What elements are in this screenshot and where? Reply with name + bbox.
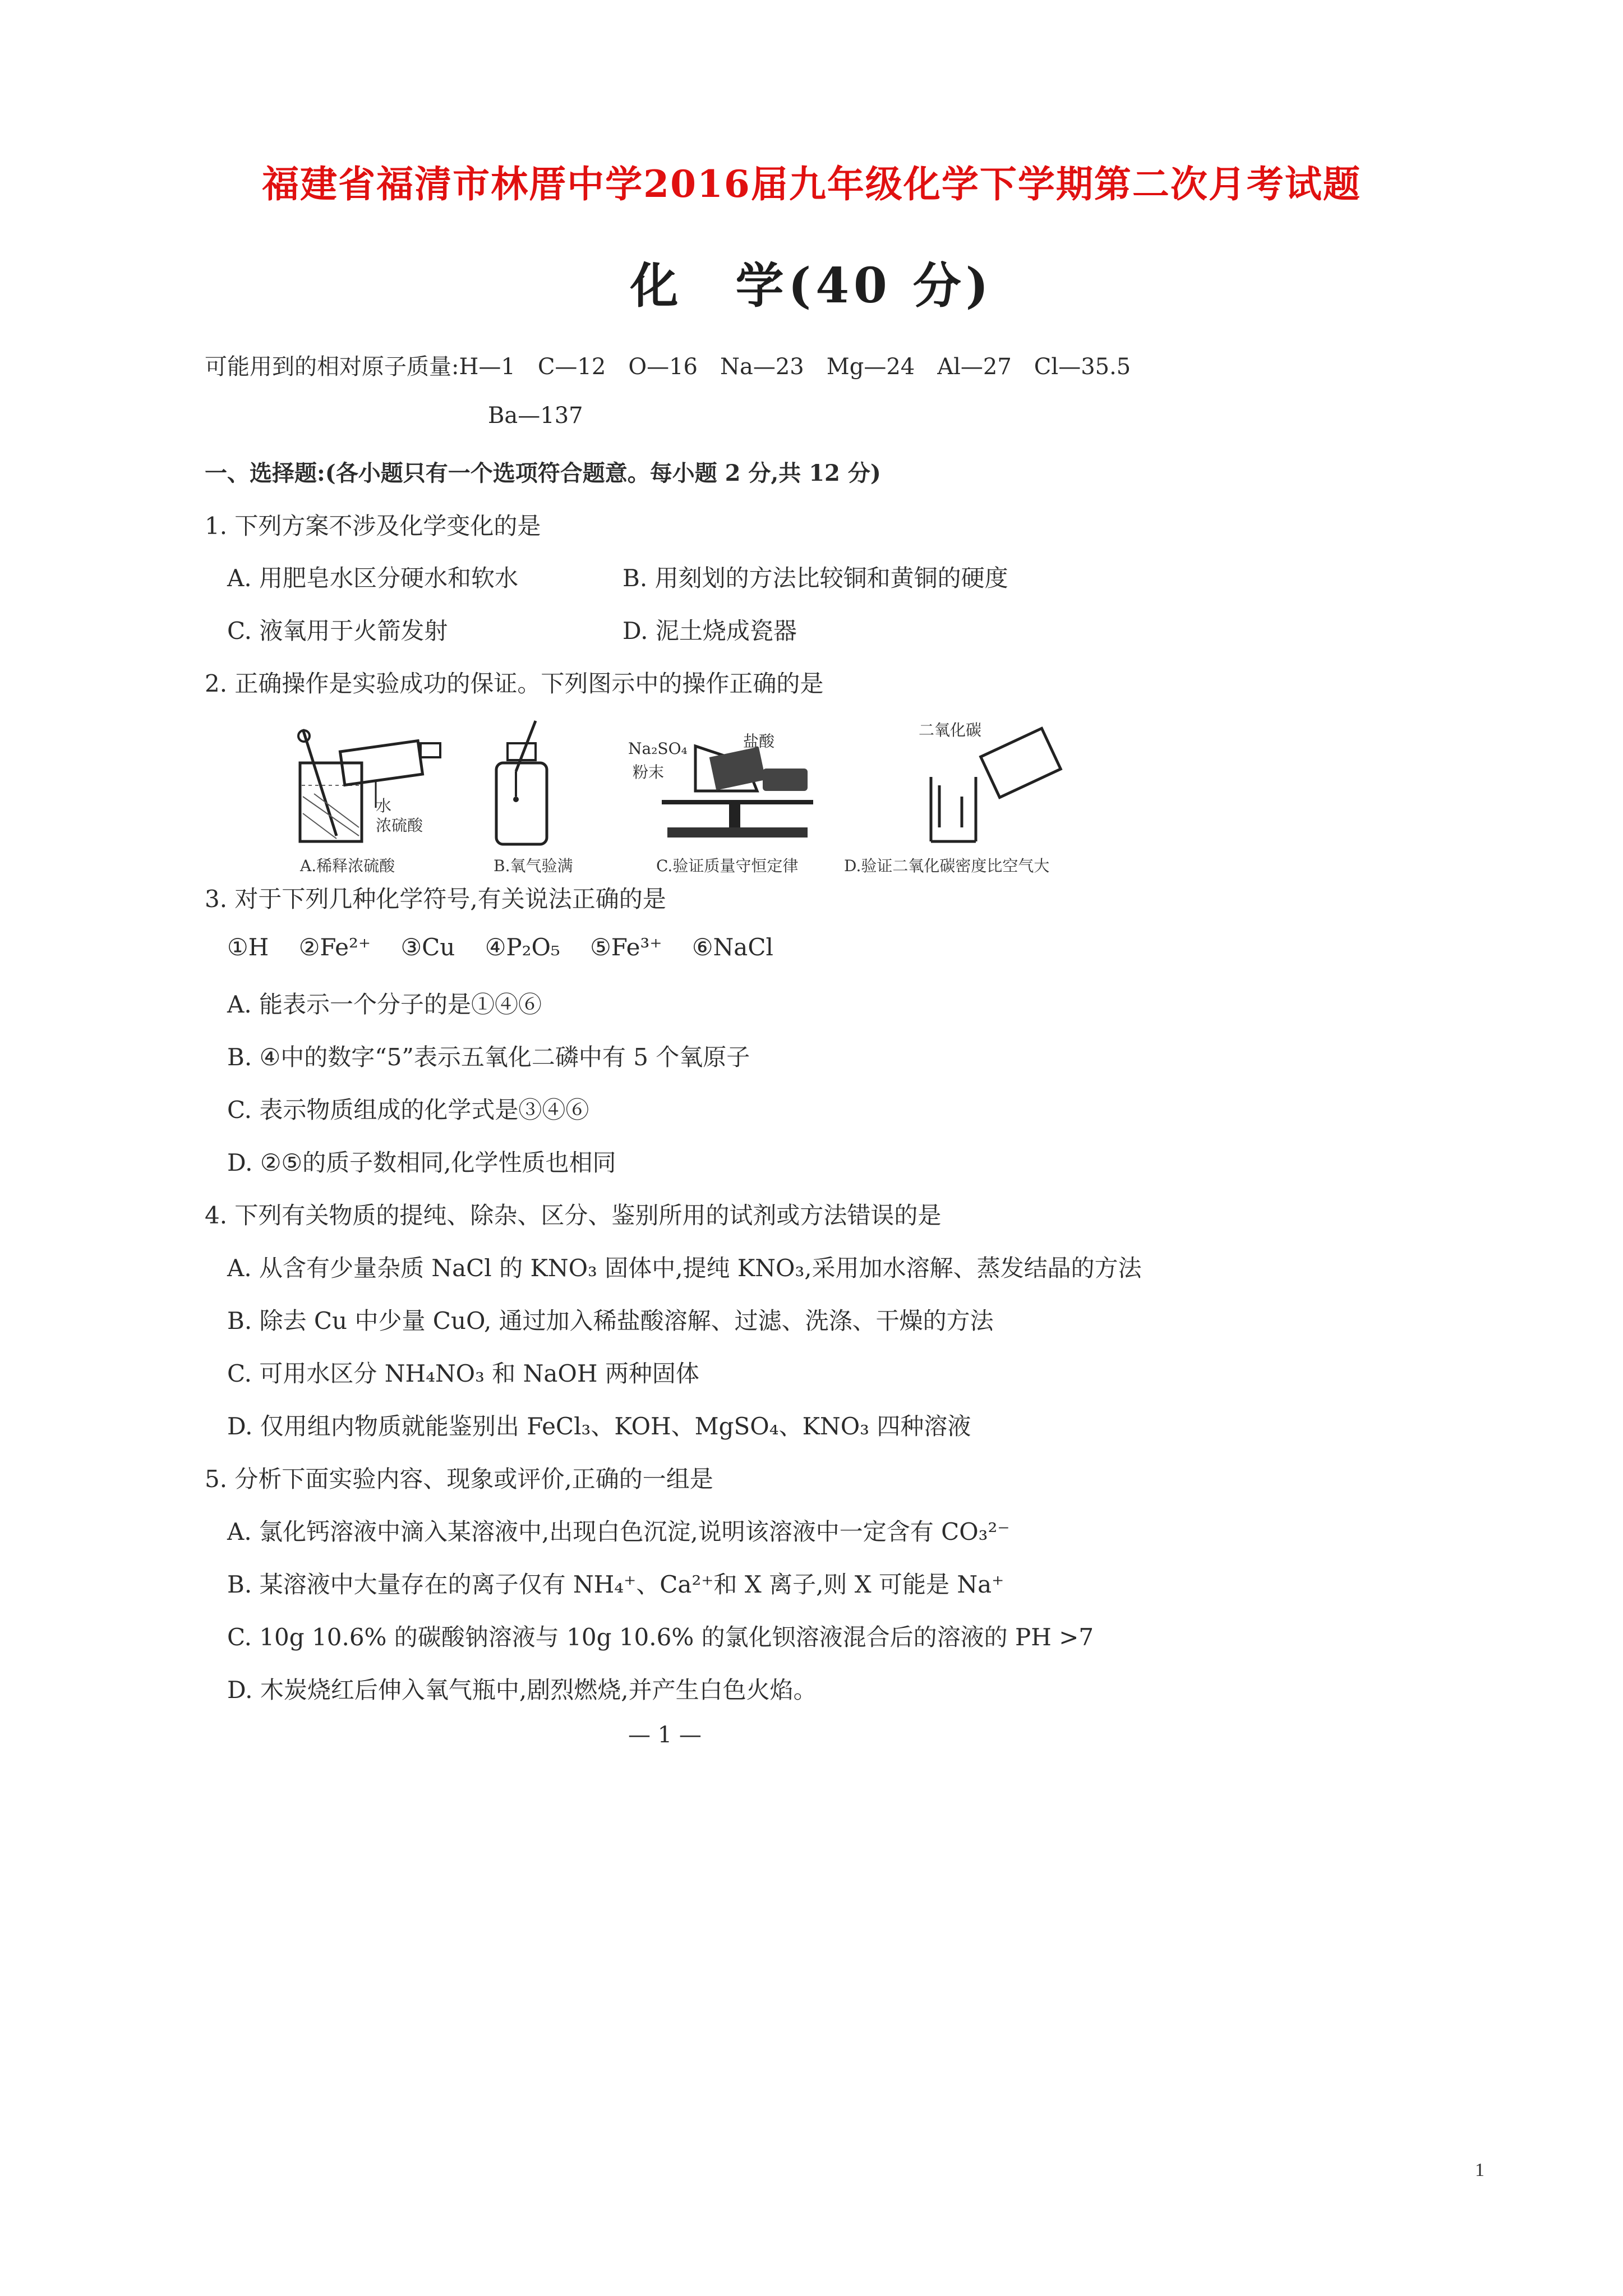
q1-stem: 1. 下列方案不涉及化学变化的是 — [205, 512, 541, 540]
q2-stem: 2. 正确操作是实验成功的保证。下列图示中的操作正确的是 — [205, 670, 824, 697]
q3-symbol-3: ③Cu — [400, 933, 455, 961]
q1-option-d: D. 泥土烧成瓷器 — [623, 617, 797, 645]
q5-option-a: A. 氯化钙溶液中滴入某溶液中,出现白色沉淀,说明该溶液中一定含有 CO₃²⁻ — [227, 1518, 1010, 1545]
figure-c-mass-conservation — [628, 729, 830, 841]
q4-stem: 4. 下列有关物质的提纯、除杂、区分、鉴别所用的试剂或方法错误的是 — [205, 1202, 942, 1229]
figure-b-oxygen-check — [482, 718, 566, 847]
q3-symbol-5: ⑤Fe³⁺ — [590, 933, 662, 961]
document-title: 福建省福清市林厝中学2016届九年级化学下学期第二次月考试题 — [262, 162, 1361, 206]
q3-stem: 3. 对于下列几种化学符号,有关说法正确的是 — [205, 885, 666, 913]
q3-symbol-4: ④P₂O₅ — [485, 933, 560, 961]
atomic-masses-line2: Ba—137 — [488, 403, 583, 429]
figure-a-caption: A.稀释浓硫酸 — [300, 857, 395, 875]
subject-title: 化 学(40 分) — [630, 257, 993, 314]
atomic-masses-values: H—1 C—12 O—16 Na—23 Mg—24 Al—27 Cl—35.5 — [459, 354, 1131, 380]
q3-option-c: C. 表示物质组成的化学式是③④⑥ — [227, 1096, 589, 1124]
figure-a-dilute-acid — [292, 724, 471, 847]
q3-option-d: D. ②⑤的质子数相同,化学性质也相同 — [227, 1149, 616, 1176]
figure-d-co2-density — [909, 721, 1077, 847]
figure-c-caption: C.验证质量守恒定律 — [656, 857, 799, 875]
figure-d-caption: D.验证二氧化碳密度比空气大 — [844, 857, 1050, 875]
page-number: 1 — [1475, 2160, 1484, 2180]
q4-option-d: D. 仅用组内物质就能鉴别出 FeCl₃、KOH、MgSO₄、KNO₃ 四种溶液 — [227, 1412, 971, 1440]
q4-option-b: B. 除去 Cu 中少量 CuO, 通过加入稀盐酸溶解、过滤、洗涤、干燥的方法 — [227, 1307, 994, 1335]
figure-a-water-label: 水 — [376, 797, 392, 815]
q5-option-c: C. 10g 10.6% 的碳酸钠溶液与 10g 10.6% 的氯化钡溶液混合后的溶液的 PH >7 — [227, 1623, 1094, 1651]
q3-symbol-6: ⑥NaCl — [691, 933, 773, 961]
atomic-masses — [205, 349, 1131, 381]
q3-option-b: B. ④中的数字“5”表示五氧化二磷中有 5 个氧原子 — [227, 1043, 750, 1071]
q3-symbol-1: ①H — [227, 933, 269, 961]
figure-c-hcl-label: 盐酸 — [743, 732, 775, 751]
figure-c-powder-label: 粉末 — [633, 763, 665, 781]
figure-d-co2-label: 二氧化碳 — [919, 721, 982, 739]
q5-option-d: D. 木炭烧红后伸入氧气瓶中,剧烈燃烧,并产生白色火焰。 — [227, 1676, 817, 1704]
q5-option-b: B. 某溶液中大量存在的离子仅有 NH₄⁺、Ca²⁺和 X 离子,则 X 可能是 Na⁺ — [227, 1571, 1004, 1598]
figure-a-acid-label: 浓硫酸 — [376, 816, 423, 835]
q3-symbols — [227, 933, 773, 961]
section-heading: 一、选择题:(各小题只有一个选项符合题意。每小题 2 分,共 12 分) — [205, 460, 881, 486]
q1-option-a: A. 用肥皂水区分硬水和软水 — [227, 564, 519, 592]
q4-option-c: C. 可用水区分 NH₄NO₃ 和 NaOH 两种固体 — [227, 1360, 699, 1387]
q5-stem: 5. 分析下面实验内容、现象或评价,正确的一组是 — [205, 1465, 713, 1493]
atomic-masses-label: 可能用到的相对原子质量: — [205, 354, 459, 380]
q3-symbol-2: ②Fe²⁺ — [298, 933, 371, 961]
q1-option-b: B. 用刻划的方法比较铜和黄铜的硬度 — [623, 564, 1008, 592]
page-footer: — 1 — — [628, 1722, 702, 1748]
figure-c-na2so4-label: Na₂SO₄ — [628, 739, 688, 758]
figure-b-caption: B.氧气验满 — [494, 857, 573, 875]
q1-option-c: C. 液氧用于火箭发射 — [227, 617, 448, 645]
q3-option-a: A. 能表示一个分子的是①④⑥ — [227, 991, 542, 1018]
q4-option-a: A. 从含有少量杂质 NaCl 的 KNO₃ 固体中,提纯 KNO₃,采用加水溶解、蒸发结晶的方法 — [227, 1254, 1142, 1282]
